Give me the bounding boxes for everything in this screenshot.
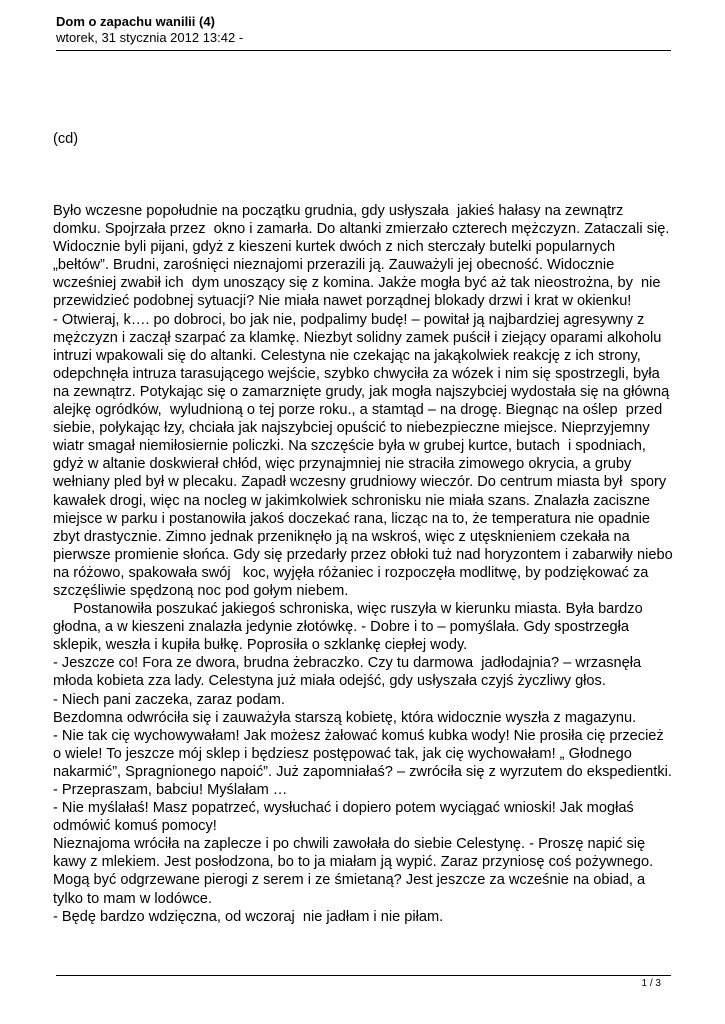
text-line: zbyt drastycznie. Zimno jednak przeniknęło ją na wskroś, więc z utęsknieniem czekała na [53, 528, 630, 545]
text-line: gdyż w altanie doskwierał chłód, więc przynajmniej nie straciła zimowego okrycia, a gruby [53, 456, 632, 473]
text-line: mężczyzn i zaczął szarpać za klamkę. Niezbyt solidny zamek puścił i ziejący oparami alkoholu [53, 329, 662, 346]
continuation-marker: (cd) [53, 131, 79, 147]
text-line: siebie, połykając łzy, chciała jak najszybciej opuścić to niebezpieczne miejsce. Nieprzyjemny [53, 420, 650, 437]
text-line: wcześniej zwabił ich dym unoszący się z komina. Jakże mogła być aż tak nieostrożna, by nie [53, 275, 661, 292]
text-line: - Jeszcze co! Fora ze dwora, brudna żebraczko. Czy tu darmowa jadłodajnia? – wrzasnęła [53, 655, 642, 672]
text-line: tylko to mam w lodówce. [53, 890, 212, 907]
text-line: głodna, a w kieszeni znalazła jedynie złotówkę. - Dobre i to – pomyślała. Gdy spostrzegła [53, 619, 629, 636]
text-line: domku. Spojrzała przez okno i zamarła. Do altanki zmierzało czterech mężczyzn. Zataczali się. [53, 221, 670, 238]
text-line: na różowo, spakowała swój koc, wyjęła różaniec i rozpoczęła modlitwę, by podziękować za [53, 564, 649, 581]
article-body [53, 202, 678, 926]
text-line: kawy z mlekiem. Jest posłodzona, bo to ja miałam ją wypić. Zaraz przyniosę coś pożywnego. [53, 854, 654, 871]
text-line: intruzi wpakowali się do altanki. Celestyna nie czekając na jakąkolwiek reakcję z ich strony, [53, 347, 641, 364]
text-line: sklepik, weszła i kupiła bułkę. Poprosiła o szklankę ciepłej wody. [53, 637, 468, 654]
text-line: Było wczesne popołudnie na początku grudnia, gdy usłyszała jakieś hałasy na zewnątrz [53, 203, 624, 219]
text-line: - Otwieraj, k…. po dobroci, bo jak nie, podpalimy budę! – powitał ją najbardziej agresywny z [53, 311, 645, 328]
text-line: Bezdomna odwróciła się i zauważyła starszą kobietę, która widocznie wyszła z magazynu. [53, 709, 637, 726]
text-line: odmówić komuś pomocy! [53, 818, 217, 835]
text-line: - Nie tak cię wychowywałam! Jak możesz żałować komuś kubka wody! Nie prosiła cię przecież [53, 727, 664, 744]
text-line: - Przepraszam, babciu! Myślałam … [53, 782, 288, 798]
header-divider [56, 50, 671, 51]
text-line: miejsce w parku i postanowiła jakoś doczekać rana, licząc na to, że temperatura nie opadnie [53, 510, 651, 527]
text-line: Widocznie byli pijani, gdyż z kieszeni kurtek dwóch z nich sterczały butelki popularnych [53, 239, 616, 256]
article-title: Dom o zapachu wanilii (4) [56, 14, 215, 29]
text-line: Mogą być odgrzewane pierogi z serem i ze śmietaną? Jest jeszcze za wcześnie na obiad, a [53, 872, 646, 889]
text-line: wełniany pled był w plecaku. Zapadł wczesny grudniowy wieczór. Do centrum miasta był spory [53, 474, 667, 491]
article-date: wtorek, 31 stycznia 2012 13:42 - [56, 30, 244, 45]
text-line: wiatr smagał niemiłosiernie policzki. Na szczęście była w grubej kurtce, butach i spodniach, [53, 438, 646, 455]
text-line: alejkę ogródków, wyludnioną o tej porze roku., a stamtąd – na drogę. Biegnąc na oślep przed [53, 402, 663, 419]
text-line: - Nie myślałaś! Masz popatrzeć, wysłuchać i dopiero potem wyciągać wnioski! Jak mogłaś [53, 800, 634, 817]
text-line: Postanowiła poszukać jakiegoś schroniska, więc ruszyła w kierunku miasta. Była bardzo [53, 601, 643, 618]
text-line: Nieznajoma wróciła na zaplecze i po chwili zawołała do siebie Celestynę. - Proszę napić się [53, 836, 646, 853]
text-line: nakarmić”, Spragnionego napoić”. Już zapomniałaś? – zwróciła się z wyrzutem do ekspedientki. [53, 763, 672, 780]
text-line: kawałek drogi, więc na nocleg w jakimkolwiek schronisku nie miała szans. Znalazła zaciszne [53, 492, 650, 509]
text-line: - Będę bardzo wdzięczna, od wczoraj nie jadłam i nie piłam. [53, 908, 444, 925]
text-line: przewidzieć podobnej sytuacji? Nie miała nawet porządnej blokady drzwi i krat w okienku! [53, 293, 632, 310]
text-line: na zewnątrz. Potykając się o zamarznięte grudy, jak mogła najszybciej wydostała się na główną [53, 383, 670, 400]
footer-divider [56, 975, 671, 976]
page-number: 1 / 3 [641, 978, 661, 989]
document-header [56, 14, 671, 46]
text-line: „bełtów”. Brudni, zarośnięci nieznajomi przerazili ją. Zauważyli jej obecność. Widocznie [53, 257, 615, 274]
text-line: o wiele! To jeszcze mój sklep i będziesz postępować tak, jak cię wychowałam! „ Głodnego [53, 745, 632, 762]
text-line: - Niech pani zaczeka, zaraz podam. [53, 691, 285, 708]
text-line: pierwsze promienie słońca. Gdy się przedarły przez obłoki tuż nad horyzontem i zabarwiły niebo [53, 546, 673, 563]
text-line: szczęśliwie spędzoną noc pod gołym niebem. [53, 582, 349, 599]
text-line: odepchnęła intruza tarasującego wejście, szybko chwyciła za wózek i nim się spostrzegli, była [53, 365, 660, 382]
text-line: młoda kobieta zza lady. Celestyna już miała odejść, gdy usłyszała czyjś życzliwy głos. [53, 673, 606, 690]
